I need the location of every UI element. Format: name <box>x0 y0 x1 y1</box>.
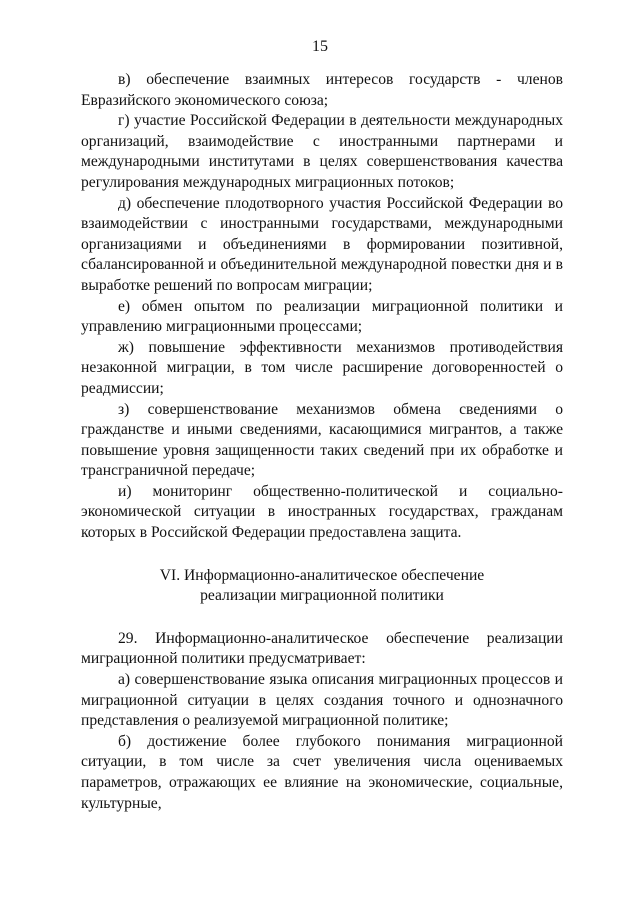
list-item-d: д) обеспечение плодотворного участия Российской Федерации во взаимодействии с иностранными государствами, международными организациями и объединениями в формировании позитивной, сбалансированной и объединительной международной повестки дня и в выработке решений по вопросам миграции; <box>81 194 563 294</box>
page-number: 15 <box>312 38 328 55</box>
list-item-b: б) достижение более глубокого понимания миграционной ситуации, в том числе за счет увеличения числа оцениваемых параметров, отражающих ее влияние на экономические, социальные, культурные, <box>81 732 563 812</box>
clause-29: 29. Информационно-аналитическое обеспечение реализации миграционной политики предусматривает: <box>81 629 563 668</box>
section-heading-line2: реализации миграционной политики <box>200 587 444 605</box>
section-heading-line1: VI. Информационно-аналитическое обеспечение <box>159 566 485 584</box>
list-item-v: в) обеспечение взаимных интересов государств - членов Евразийского экономического союза; <box>81 71 563 109</box>
list-item-z: з) совершенствование механизмов обмена сведениями о гражданстве и иными сведениями, касающимися мигрантов, а также повышение уровня защищенности таких сведений при их обработке и трансграничной передаче; <box>81 400 563 480</box>
list-item-i: и) мониторинг общественно-политической и социально-экономической ситуации в иностранных государствах, гражданам которых в Российской Федерации предоставлена защита. <box>81 482 563 542</box>
list-item-zh: ж) повышение эффективности механизмов противодействия незаконной миграции, в том числе расширение договоренностей о реадмиссии; <box>81 338 563 397</box>
list-item-e: е) обмен опытом по реализации миграционной политики и управлению миграционными процессами; <box>81 297 563 336</box>
section-heading <box>81 566 563 607</box>
list-item-a: а) совершенствование языка описания миграционных процессов и миграционной ситуации в целях создания точного и однозначного представления о реализуемой миграционной политике; <box>81 671 563 730</box>
list-item-g: г) участие Российской Федерации в деятельности международных организаций, взаимодействие с иностранными партнерами и международными институтами в целях совершенствования качества регулирования международных миграционных потоков; <box>81 112 563 191</box>
document-body <box>81 70 563 814</box>
